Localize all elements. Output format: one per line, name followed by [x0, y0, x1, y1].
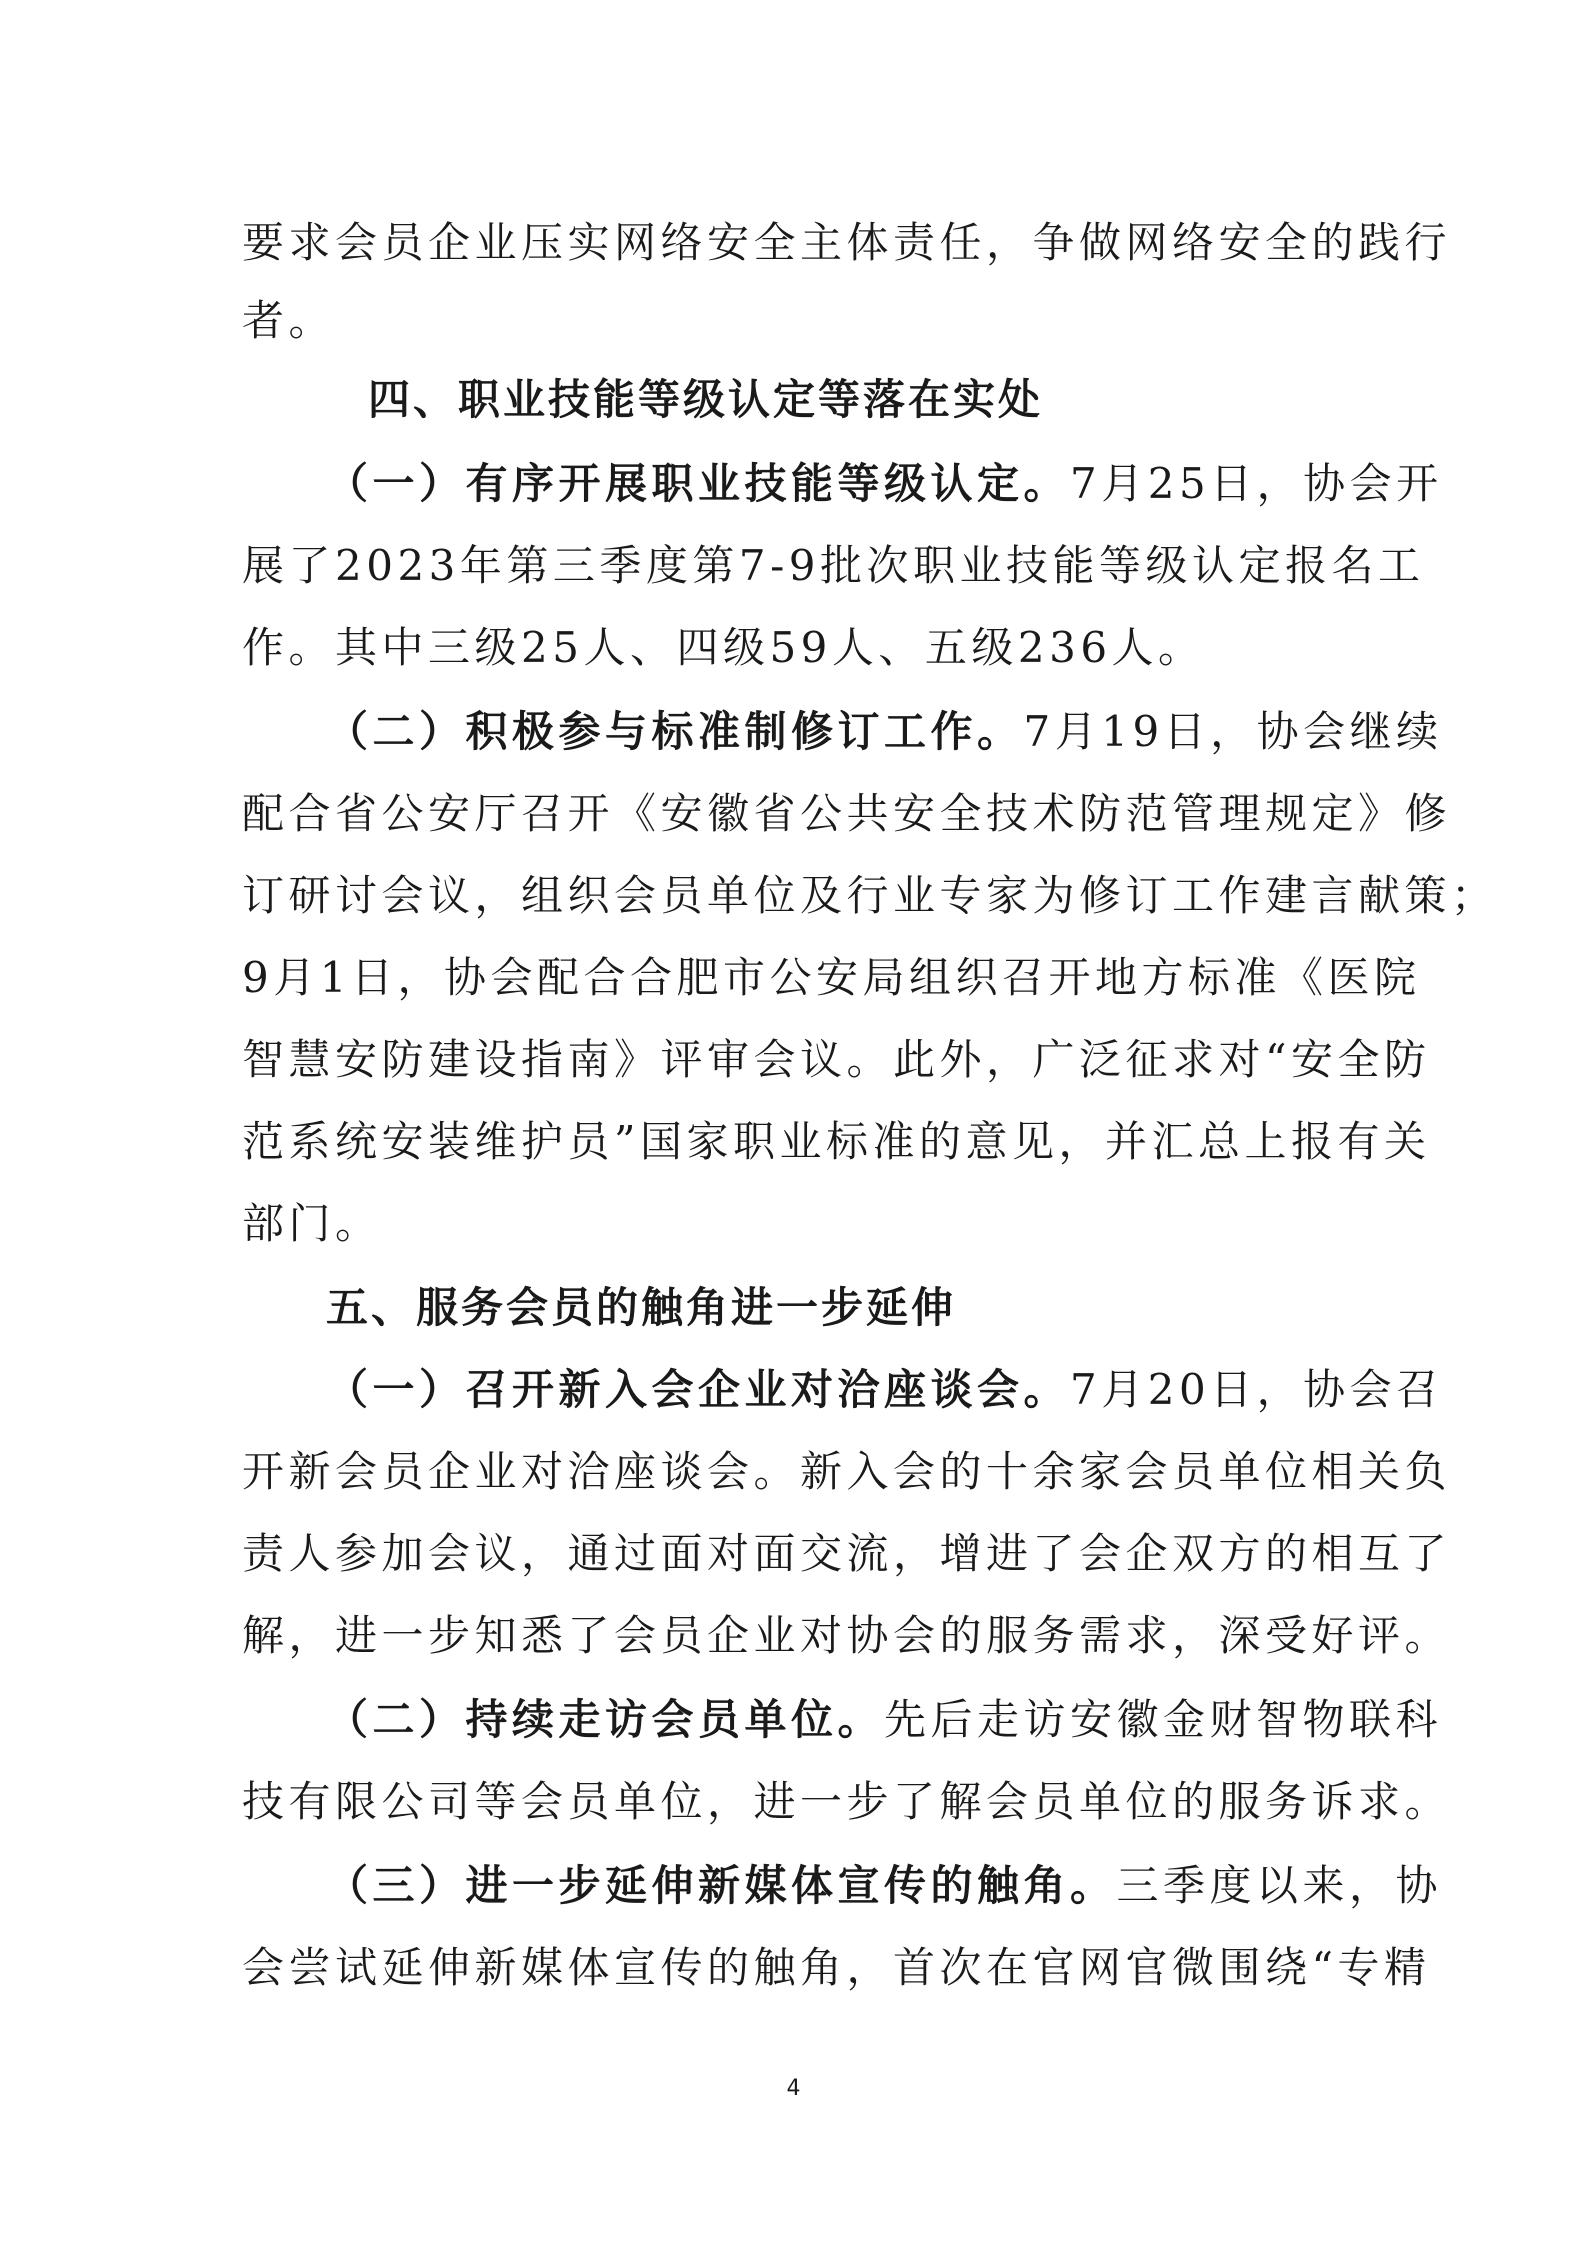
paragraph-line: 配合省公安厅召开《安徽省公共安全技术防范管理规定》修 [242, 789, 1452, 838]
paragraph-text: 7月20日，协会召 [1070, 1365, 1443, 1414]
section-heading-4: 四、职业技能等级认定等落在实处 [368, 375, 1044, 424]
subsection-title: （三）进一步延伸新媒体宣传的触角。 [326, 1861, 1117, 1910]
paragraph-line: 部门。 [242, 1199, 382, 1248]
paragraph-line [326, 1360, 1443, 1420]
paragraph-line [326, 1690, 1443, 1750]
paragraph-line: 开新会员企业对洽座谈会。新入会的十余家会员单位相关负 [242, 1447, 1452, 1496]
subsection-title: （一）召开新入会企业对洽座谈会。 [326, 1365, 1071, 1414]
paragraph-line: 要求会员企业压实网络安全主体责任，争做网络安全的践行 [242, 218, 1452, 267]
paragraph-line [326, 702, 1443, 762]
paragraph-line: 展了2023年第三季度第7-9批次职业技能等级认定报名工 [242, 541, 1425, 590]
paragraph-line [326, 1856, 1443, 1916]
paragraph-line: 订研讨会议，组织会员单位及行业专家为修订工作建言献策； [242, 871, 1498, 920]
subsection-title: （二）持续走访会员单位。 [326, 1695, 885, 1744]
paragraph-text: 先后走访安徽金财智物联科 [884, 1695, 1443, 1744]
paragraph-line: 作。其中三级25人、四级59人、五级236人。 [242, 623, 1205, 672]
paragraph-line: 范系统安装维护员”国家职业标准的意见，并汇总上报有关 [242, 1117, 1431, 1166]
paragraph-line: 解，进一步知悉了会员企业对协会的服务需求，深受好评。 [242, 1611, 1452, 1660]
paragraph-text: 7月19日，协会继续 [1023, 707, 1443, 756]
paragraph-line: 责人参加会议，通过面对面交流，增进了会企双方的相互了 [242, 1529, 1452, 1578]
paragraph-text: 三季度以来，协 [1116, 1861, 1443, 1910]
paragraph-line: 者。 [242, 296, 336, 345]
paragraph-line: 会尝试延伸新媒体宣传的触角，首次在官网官微围绕“专精 [242, 1943, 1431, 1992]
page-number: 4 [786, 2076, 801, 2101]
paragraph-text: 7月25日，协会开 [1070, 459, 1443, 508]
paragraph-line: 9月1日，协会配合合肥市公安局组织召开地方标准《医院 [242, 953, 1421, 1002]
paragraph-line: 智慧安防建设指南》评审会议。此外，广泛征求对“安全防 [242, 1035, 1431, 1084]
section-heading-5: 五、服务会员的触角进一步延伸 [326, 1283, 957, 1332]
paragraph-line: 技有限公司等会员单位，进一步了解会员单位的服务诉求。 [242, 1777, 1452, 1826]
paragraph-line [326, 454, 1443, 514]
subsection-title: （二）积极参与标准制修订工作。 [326, 707, 1024, 756]
subsection-title: （一）有序开展职业技能等级认定。 [326, 459, 1071, 508]
